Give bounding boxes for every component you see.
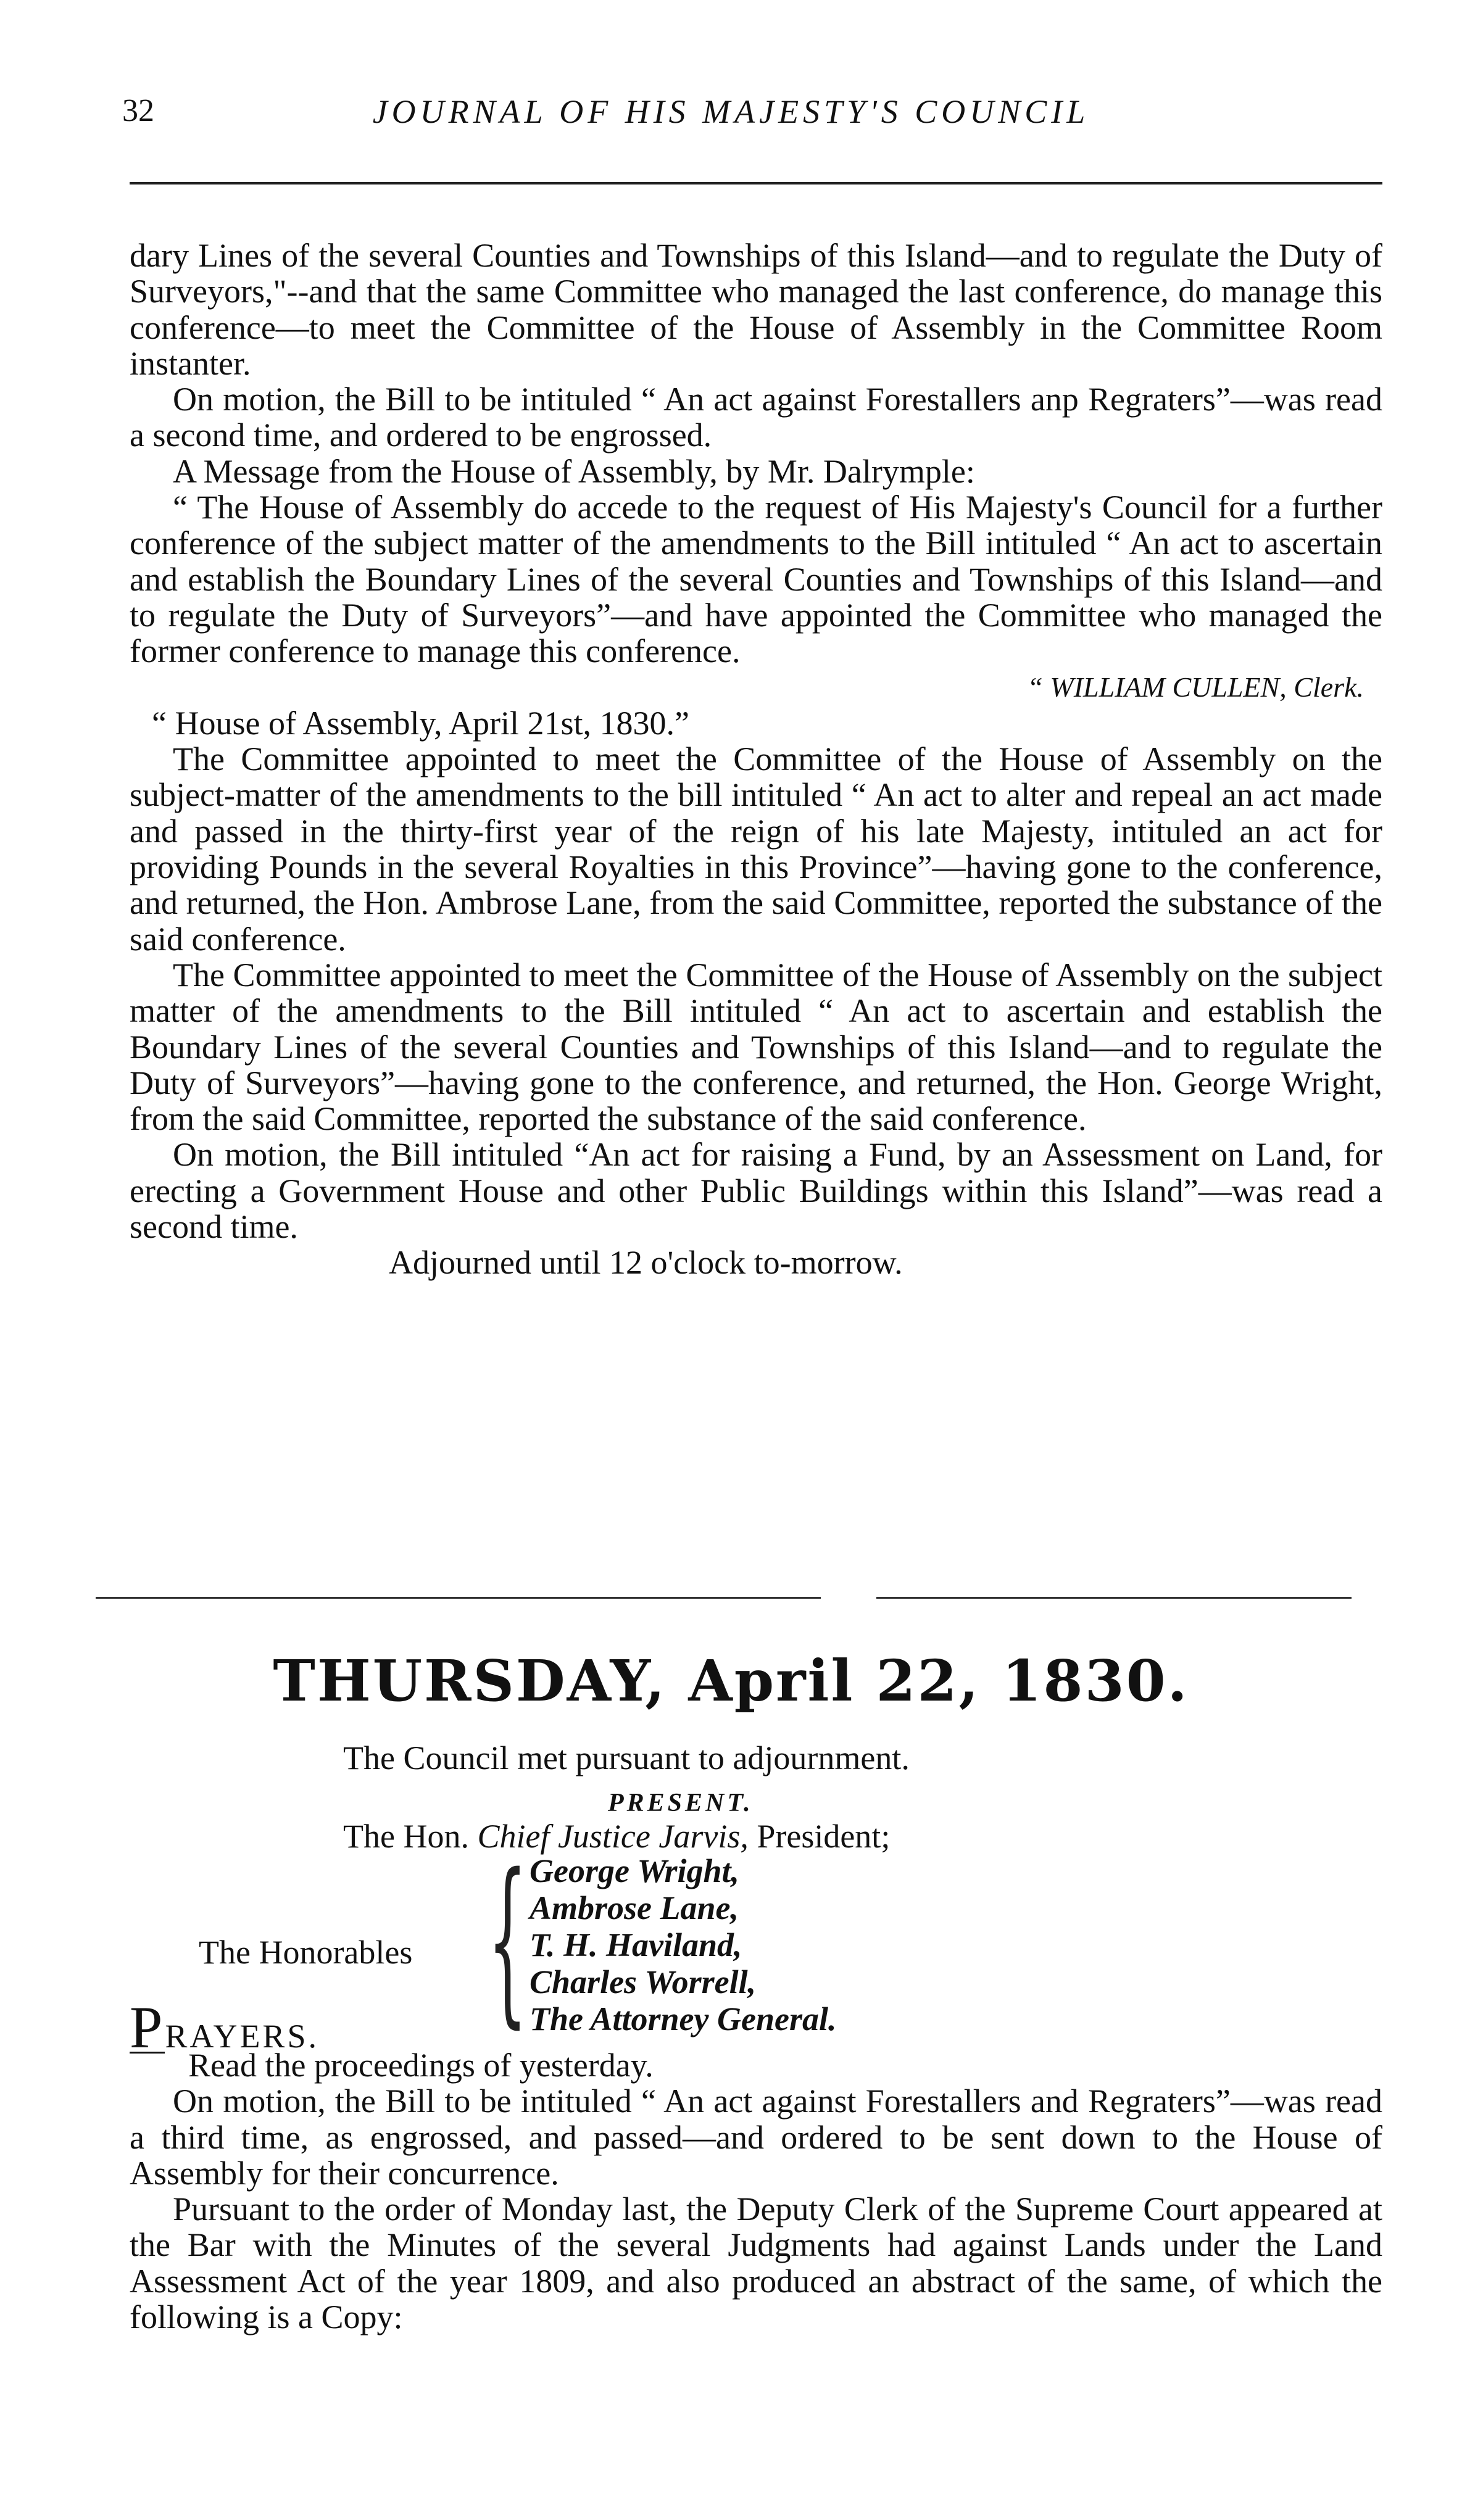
paragraph: Pursuant to the order of Monday last, the Deputy Clerk of the Supreme Court appeared at the Bar with the Minutes of the several Judgments had against Lands under the Land Assessment Act of the year 1809, and also produced an abstract of the same, of which the following is a Copy: [130, 2190, 1382, 2336]
paragraph: dary Lines of the several Counties and Townships of this Island—and to regulate the Duty of Surveyors,"--and that the same Committee who managed the last conference, do manage this conference—to meet the Committee of the House of Assembly in the Committee Room instanter. [130, 237, 1382, 382]
president-line [343, 1817, 890, 1855]
members-list [530, 1852, 836, 2037]
section-april-22 [130, 2047, 1382, 2335]
paragraph: The Committee appointed to meet the Committee of the House of Assembly on the subject matter of the amendments to the Bill intituled “ An act to ascertain and establish the Boundary Lines of the several Counties and Townships of this Island—and to regulate the Duty of Surveyors”—having gone to the conference, and returned, the Hon. George Wright, from the said Committee, reported the substance of the said conference. [130, 956, 1382, 1138]
section-separator-left [96, 1597, 821, 1599]
running-title: JOURNAL OF HIS MAJESTY'S COUNCIL [372, 93, 1090, 130]
member-name: The Attorney General. [530, 2000, 837, 2037]
paragraph: On motion, the Bill to be intituled “ An act against Forestallers and Regraters”—was read a third time, as engrossed, and passed—and ordered to be sent down to the House of Assembly for their concurrence. [130, 2083, 1382, 2192]
paragraph: The Committee appointed to meet the Committee of the House of Assembly on the subject-matter of the amendments to the bill intituled “ An act to alter and repeal an act made and passed in the thirty-first year of the reign of his late Majesty, intituled an act for providing Pounds in the several Royalties in this Province”—having gone to the conference, and returned, the Hon. Ambrose Lane, from the said Committee, reported the substance of the said conference. [130, 740, 1382, 958]
member-name: Charles Worrell, [530, 1963, 757, 2000]
council-met-line: The Council met pursuant to adjournment. [343, 1739, 910, 1776]
the-hon-label: The Hon. [343, 1818, 469, 1855]
header-rule [130, 182, 1382, 184]
president-title: President; [757, 1818, 891, 1855]
honorables-label: The Honorables [199, 1934, 413, 1971]
member-name: George Wright, [530, 1852, 740, 1889]
message-quote: “ The House of Assembly do accede to the request of His Majesty's Council for a further conference of the subject matter of the amendments to the Bill intituled “ An act to ascertain and establish the Boundary Lines of the several Counties and Townships of this Island—and to regulate the Duty of Surveyors”—and have appointed the Committee who managed the former conference to manage this conference. [130, 489, 1382, 670]
president-name: Chief Justice Jarvis, [477, 1818, 749, 1855]
running-header [0, 93, 1462, 142]
day-heading: THURSDAY, April 22, 1830. [273, 1648, 1189, 1714]
present-label: PRESENT. [608, 1789, 754, 1817]
paragraph: On motion, the Bill to be intituled “ An act against Forestallers anp Regraters”—was read a second time, and ordered to be engrossed. [130, 381, 1382, 454]
clerk-signature: “ WILLIAM CULLEN, Clerk. [1027, 671, 1364, 703]
adjournment-line: Adjourned until 12 o'clock to-morrow. [389, 1244, 903, 1282]
curly-brace: { [488, 1836, 528, 2044]
member-name: T. H. Haviland, [530, 1926, 742, 1963]
section-april-21 [130, 238, 1382, 1281]
drop-cap: P [130, 1994, 165, 2060]
paragraph: A Message from the House of Assembly, by Mr. Dalrymple: [173, 452, 975, 490]
read-proceedings-line: Read the proceedings of yesterday. [188, 2047, 654, 2084]
dateline: “ House of Assembly, April 21st, 1830.” [152, 704, 689, 742]
member-name: Ambrose Lane, [530, 1889, 739, 1926]
section-separator-right [876, 1597, 1352, 1599]
page-number: 32 [122, 93, 154, 128]
paragraph: On motion, the Bill intituled “An act for raising a Fund, by an Assessment on Land, for erecting a Government House and other Public Buildings within this Island”—was read a second time. [130, 1136, 1382, 1246]
prayers-rest: RAYERS. [165, 2018, 319, 2055]
